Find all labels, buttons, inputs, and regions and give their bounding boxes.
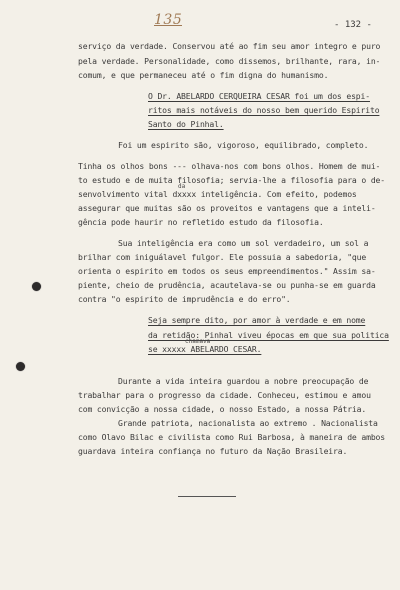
text-line: Tinha os olhos bons --- olhava-nos com bons olhos. Homem de mui- [78, 161, 381, 171]
text-line: piente, cheio de prudência, acautelava-se ou punha-se em guarda [78, 280, 376, 290]
text-line: com convicção a nossa cidade, o nosso Estado, a nossa Pátria. [78, 404, 367, 414]
text-line-underlined: ritos mais notáveis do nosso bem querido Espirito [148, 105, 380, 115]
text-line: Foi um espirito são, vigoroso, equilibrado, completo. [118, 140, 369, 150]
text-line: guardava inteira confiança no futuro da Nação Brasileira. [78, 446, 348, 456]
text-line-underlined: O Dr. ABELARDO CERQUEIRA CESAR foi um dos espi- [148, 91, 370, 101]
text-line-underlined: Seja sempre dito, por amor à verdade e em nome [148, 315, 366, 325]
text-line-underlined: da retidão: Pinhal viveu épocas em que sua politica [148, 330, 389, 340]
text-line: comum, e que permaneceu até o fim digna do humanismo. [78, 70, 329, 80]
text-line: Sua inteligência era como um sol verdadeiro, um sol a [118, 238, 369, 248]
handwritten-page-number: 135 [154, 12, 183, 28]
text-line: brilhar com iniguálavel fulgor. Ele possuia a sabedoria, "que [78, 252, 367, 262]
text-line-underlined: se xxxxx ABELARDO CESAR. [148, 344, 262, 354]
closing-rule [178, 496, 236, 497]
text-line: to estudo e de muita filosofia; servia-lhe a filosofia para o de- [78, 175, 385, 185]
text-line: trabalhar para o progresso da cidade. Conheceu, estimou e amou [78, 390, 371, 400]
text-line: assegurar que muitas são os proveitos e vantagens que a inteli- [78, 203, 376, 213]
binder-hole-lower [16, 362, 25, 371]
text-line: Grande patriota, nacionalista ao extremo . Nacionalista [118, 418, 378, 428]
text-line: contra "o espirito de imprudência e do erro". [78, 294, 291, 304]
overtyped-correction: da [178, 183, 186, 190]
typed-page-number: - 132 - [334, 20, 372, 30]
binder-hole-upper [32, 282, 41, 291]
overtyped-correction: chamava [185, 338, 211, 345]
text-line: Durante a vida inteira guardou a nobre preocupação de [118, 376, 369, 386]
text-line: senvolvimento vital dxxxx inteligência. Com efeito, podemos [78, 189, 357, 199]
text-line: serviço da verdade. Conservou até ao fim seu amor integro e puro [78, 41, 381, 51]
text-line-underlined: Santo do Pinhal. [148, 119, 224, 129]
text-line: gência pode haurir no refletido estudo da filosofia. [78, 217, 324, 227]
text-line: orienta o espirito em todos os seus empreendimentos." Assim sa- [78, 266, 376, 276]
text-line: como Olavo Bilac e civilista como Rui Barbosa, à maneira de ambos [78, 432, 385, 442]
text-line: pela verdade. Personalidade, como dissemos, brilhante, rara, in- [78, 56, 381, 66]
